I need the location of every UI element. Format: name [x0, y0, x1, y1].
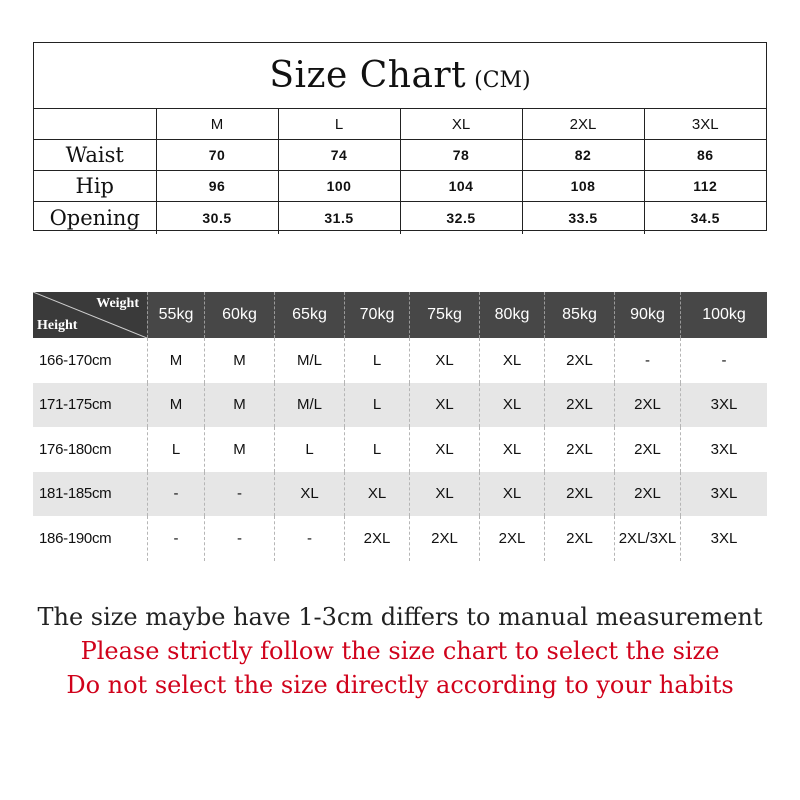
size-recommendation: XL: [479, 472, 544, 517]
height-row: [33, 427, 767, 472]
measurement-cell: 34.5: [644, 202, 766, 235]
measurement-cell: 74: [278, 140, 400, 171]
height-label: 166-170cm: [39, 351, 112, 369]
size-header-cell: L: [278, 109, 400, 140]
size-recommendation: 2XL: [544, 427, 614, 472]
size-recommendation: -: [274, 516, 344, 561]
size-recommendation: M: [204, 383, 274, 428]
size-notes: [0, 600, 800, 702]
height-label: 181-185cm: [39, 485, 112, 503]
measurement-cell: 31.5: [278, 202, 400, 235]
weight-header-cell: 90kg: [614, 292, 680, 338]
measurement-note: The size maybe have 1-3cm differs to manual measurement: [37, 603, 763, 631]
size-recommendation: M: [147, 338, 204, 383]
weight-header-cell: 80kg: [479, 292, 544, 338]
weight-height-grid: [33, 292, 767, 561]
weight-header-cell: 55kg: [147, 292, 204, 338]
size-chart-unit: (CM): [474, 68, 531, 93]
size-recommendation: -: [147, 516, 204, 561]
height-label: 176-180cm: [39, 440, 112, 458]
size-recommendation: M: [204, 427, 274, 472]
size-recommendation: -: [204, 516, 274, 561]
size-recommendation: -: [204, 472, 274, 517]
size-recommendation: 2XL: [409, 516, 479, 561]
height-label: 171-175cm: [39, 396, 112, 414]
measurement-cell: 82: [522, 140, 644, 171]
measurement-cell: 78: [400, 140, 522, 171]
height-label: 186-190cm: [39, 529, 112, 547]
size-header-cell: XL: [400, 109, 522, 140]
height-row: [33, 338, 767, 383]
size-header-cell: 2XL: [522, 109, 644, 140]
size-recommendation: 3XL: [680, 472, 767, 517]
size-chart-table: [33, 42, 767, 231]
weight-header-row: [33, 292, 767, 338]
row-label: Waist: [34, 140, 156, 171]
size-recommendation: -: [147, 472, 204, 517]
height-row: [33, 516, 767, 561]
size-recommendation: 2XL: [544, 516, 614, 561]
size-recommendation: -: [614, 338, 680, 383]
row-label: Hip: [34, 171, 156, 202]
size-recommendation: L: [344, 338, 409, 383]
size-recommendation: 2XL: [614, 472, 680, 517]
size-chart-grid: [34, 109, 766, 234]
size-chart-title-bar: [34, 43, 766, 109]
size-recommendation: -: [680, 338, 767, 383]
size-recommendation: XL: [274, 472, 344, 517]
height-axis-label: Height: [37, 318, 78, 333]
measurement-cell: 100: [278, 171, 400, 202]
weight-header-cell: 100kg: [680, 292, 767, 338]
measurement-row-waist: [34, 140, 766, 171]
size-header-cell: 3XL: [644, 109, 766, 140]
measurement-cell: 70: [156, 140, 278, 171]
measurement-cell: 112: [644, 171, 766, 202]
size-recommendation: 2XL: [614, 383, 680, 428]
measurement-row-opening: [34, 202, 766, 235]
size-recommendation: XL: [409, 427, 479, 472]
size-recommendation: 3XL: [680, 427, 767, 472]
measurement-cell: 86: [644, 140, 766, 171]
size-recommendation: M/L: [274, 383, 344, 428]
size-recommendation: XL: [479, 338, 544, 383]
size-recommendation: L: [344, 427, 409, 472]
size-recommendation: XL: [409, 338, 479, 383]
size-recommendation: 3XL: [680, 383, 767, 428]
weight-header-cell: 65kg: [274, 292, 344, 338]
size-recommendation: 2XL: [544, 338, 614, 383]
size-recommendation: XL: [479, 427, 544, 472]
size-recommendation: XL: [479, 383, 544, 428]
weight-header-cell: 70kg: [344, 292, 409, 338]
height-row: [33, 383, 767, 428]
size-recommendation: M/L: [274, 338, 344, 383]
measurement-cell: 108: [522, 171, 644, 202]
measurement-cell: 104: [400, 171, 522, 202]
size-recommendation: M: [204, 338, 274, 383]
measurement-cell: 33.5: [522, 202, 644, 235]
weight-axis-label: Weight: [96, 296, 139, 311]
size-recommendation: 2XL: [614, 427, 680, 472]
row-label: Opening: [34, 202, 156, 235]
measurement-cell: 30.5: [156, 202, 278, 235]
measurement-row-hip: [34, 171, 766, 202]
measurement-cell: 96: [156, 171, 278, 202]
size-recommendation: L: [147, 427, 204, 472]
height-row: [33, 472, 767, 517]
size-recommendation: 3XL: [680, 516, 767, 561]
size-header-cell: M: [156, 109, 278, 140]
weight-header-cell: 60kg: [204, 292, 274, 338]
size-recommendation: 2XL: [544, 472, 614, 517]
weight-header-cell: 85kg: [544, 292, 614, 338]
size-recommendation: XL: [409, 383, 479, 428]
size-chart-title: Size Chart: [269, 55, 467, 96]
size-recommendation: XL: [344, 472, 409, 517]
size-recommendation: 2XL: [479, 516, 544, 561]
size-recommendation: 2XL/3XL: [614, 516, 680, 561]
warning-note: Do not select the size directly according to your habits: [66, 671, 734, 699]
size-header-row: [34, 109, 766, 140]
warning-note: Please strictly follow the size chart to select the size: [80, 637, 720, 665]
size-recommendation: L: [274, 427, 344, 472]
weight-header-cell: 75kg: [409, 292, 479, 338]
weight-height-corner: [33, 292, 147, 338]
size-header-empty: [34, 109, 156, 140]
size-recommendation: 2XL: [344, 516, 409, 561]
size-recommendation: 2XL: [544, 383, 614, 428]
size-recommendation: M: [147, 383, 204, 428]
size-recommendation: XL: [409, 472, 479, 517]
size-recommendation: L: [344, 383, 409, 428]
measurement-cell: 32.5: [400, 202, 522, 235]
